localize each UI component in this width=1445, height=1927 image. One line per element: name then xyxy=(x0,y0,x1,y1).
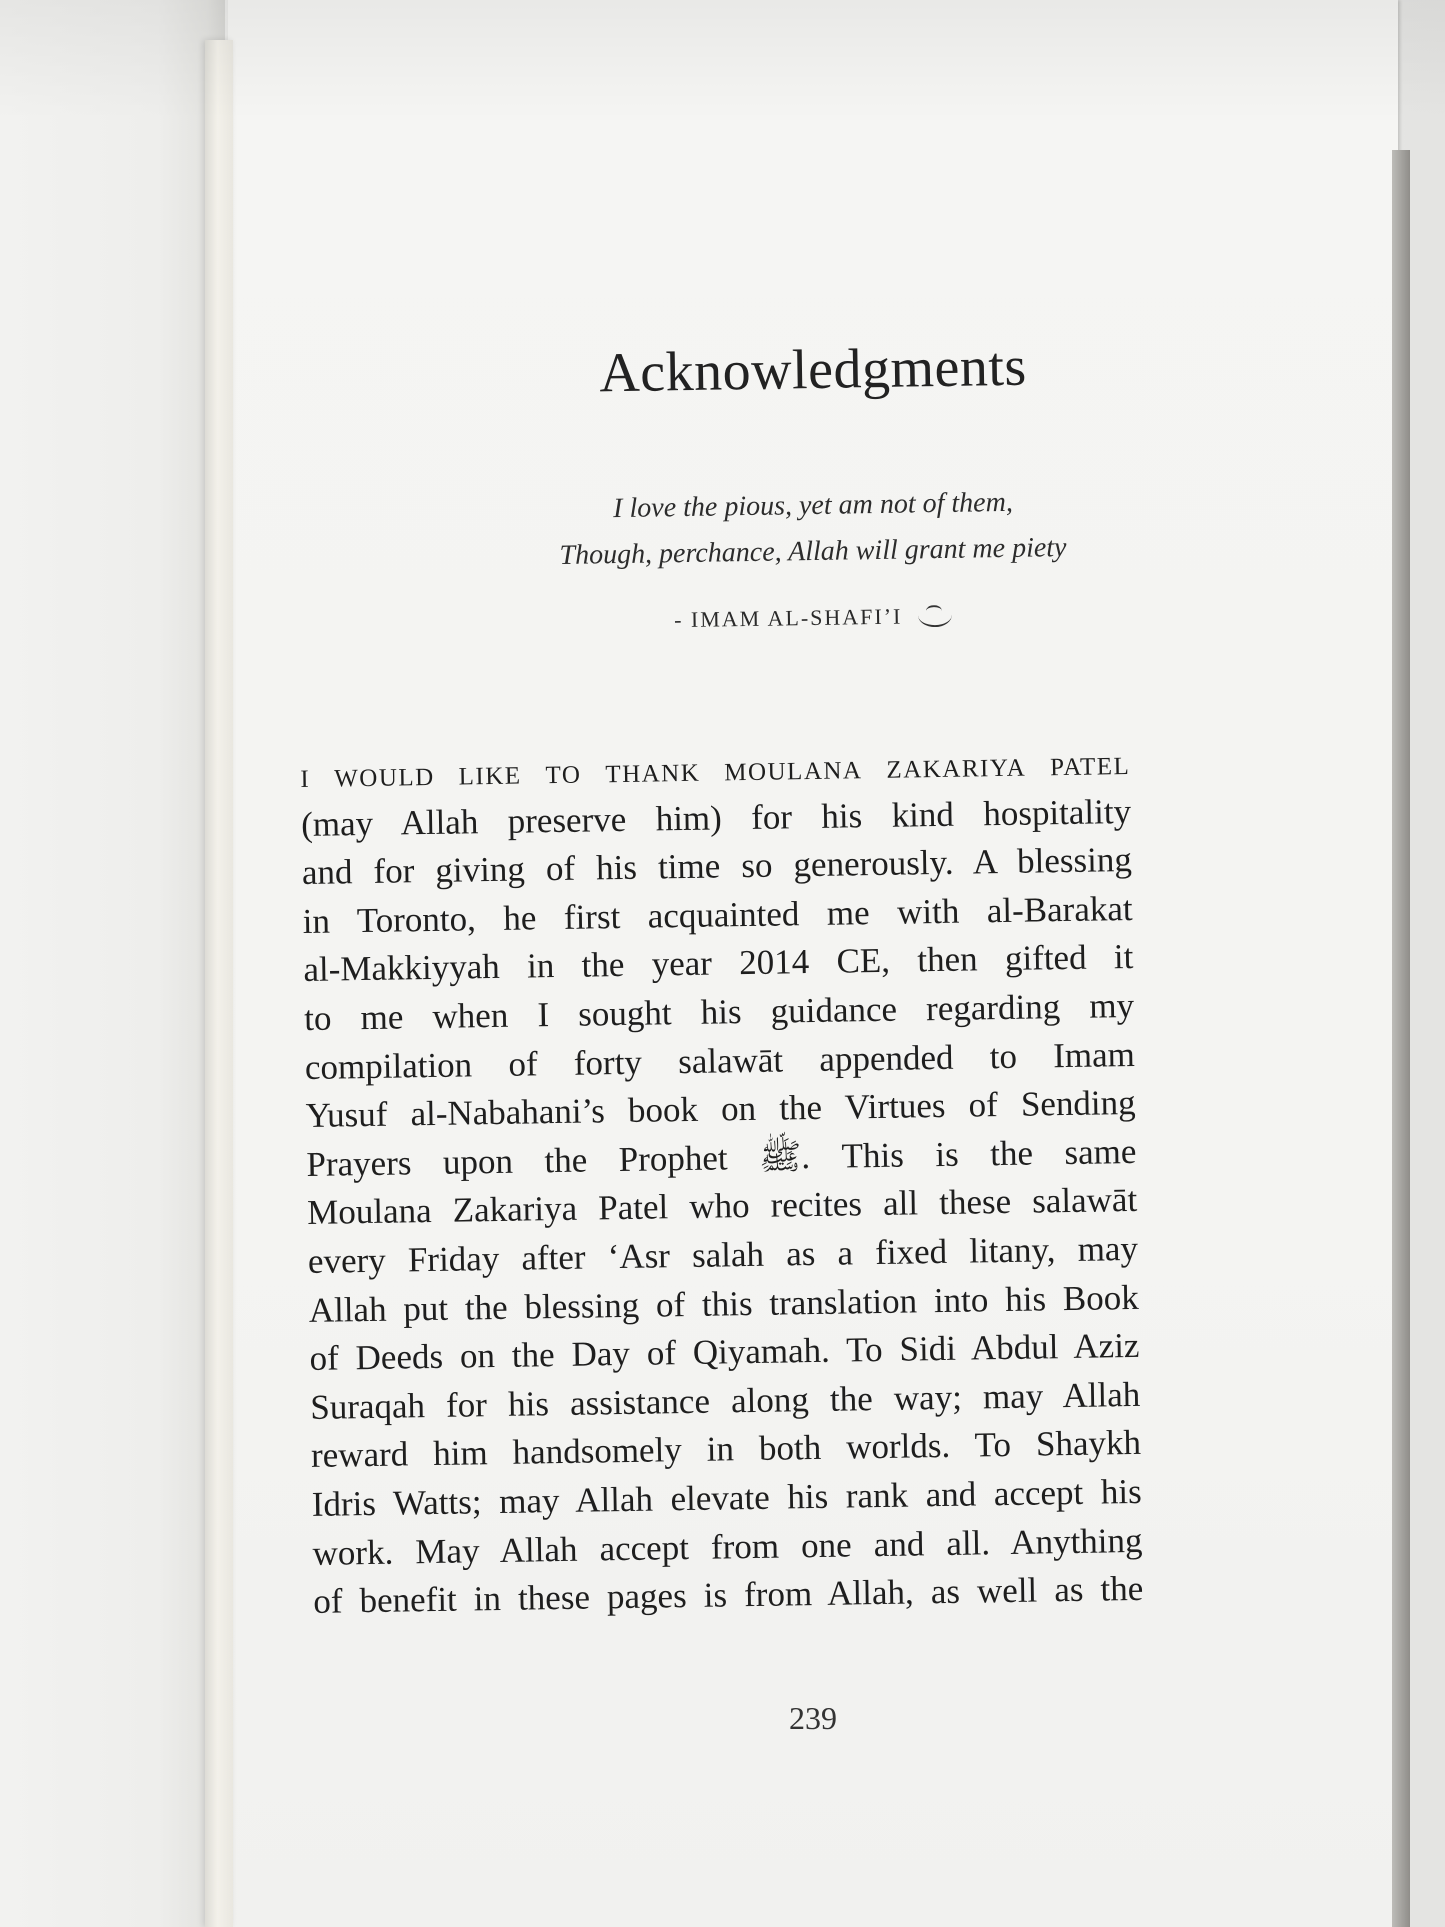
body-line: and for giving of his time so generously. A blessing xyxy=(301,840,1133,893)
body-line: compilation of forty salawāt appended to Imam xyxy=(304,1034,1136,1087)
body-line: al-Makkiyyah in the year 2014 CE, then gifted it xyxy=(303,937,1134,990)
attribution-text: - IMAM AL-SHAFI’I xyxy=(673,603,903,633)
book-gutter xyxy=(205,40,233,1927)
epigraph-line-2: Though, perchance, Allah will grant me piety xyxy=(559,532,1067,571)
body-line: work. May Allah accept from one and all. Anything xyxy=(312,1520,1143,1573)
body-line: of benefit in these pages is from Allah, as well as the xyxy=(313,1568,1144,1621)
epigraph-line-1: I love the pious, yet am not of them, xyxy=(612,486,1014,525)
page-edge xyxy=(1392,150,1410,1927)
body-line: Yusuf al-Nabahani’s book on the Virtues of Sending xyxy=(305,1083,1136,1136)
honorific-icon xyxy=(918,603,952,628)
body-line: Prayers upon the Prophet ﷺ. This is the same xyxy=(306,1131,1137,1184)
body-line: every Friday after ‘Asr salah as a fixed litany, may xyxy=(307,1228,1139,1281)
body-paragraph xyxy=(300,739,1144,1627)
body-line: (may Allah preserve him) for his kind hospitality xyxy=(300,791,1132,844)
body-line: in Toronto, he first acquainted me with al-Barakat xyxy=(302,888,1133,941)
body-line: of Deeds on the Day of Qiyamah. To Sidi Abdul Aziz xyxy=(309,1326,1140,1379)
body-line: reward him handsomely in both worlds. To Shaykh xyxy=(310,1423,1142,1476)
page-heading: Acknowledgments xyxy=(598,335,1028,405)
left-page xyxy=(0,0,225,1927)
body-line: Suraqah for his assistance along the way; may Allah xyxy=(309,1374,1141,1427)
body-line: to me when I sought his guidance regarding my xyxy=(303,985,1135,1038)
body-line: Moulana Zakariya Patel who recites all these salawāt xyxy=(306,1180,1138,1233)
body-line: Allah put the blessing of this translation into his Book xyxy=(308,1277,1139,1330)
page-number: 239 xyxy=(789,1700,837,1736)
body-line: i would like to thank moulana zakariya patel xyxy=(300,742,1131,795)
body-line: Idris Watts; may Allah elevate his rank and accept his xyxy=(311,1471,1143,1524)
